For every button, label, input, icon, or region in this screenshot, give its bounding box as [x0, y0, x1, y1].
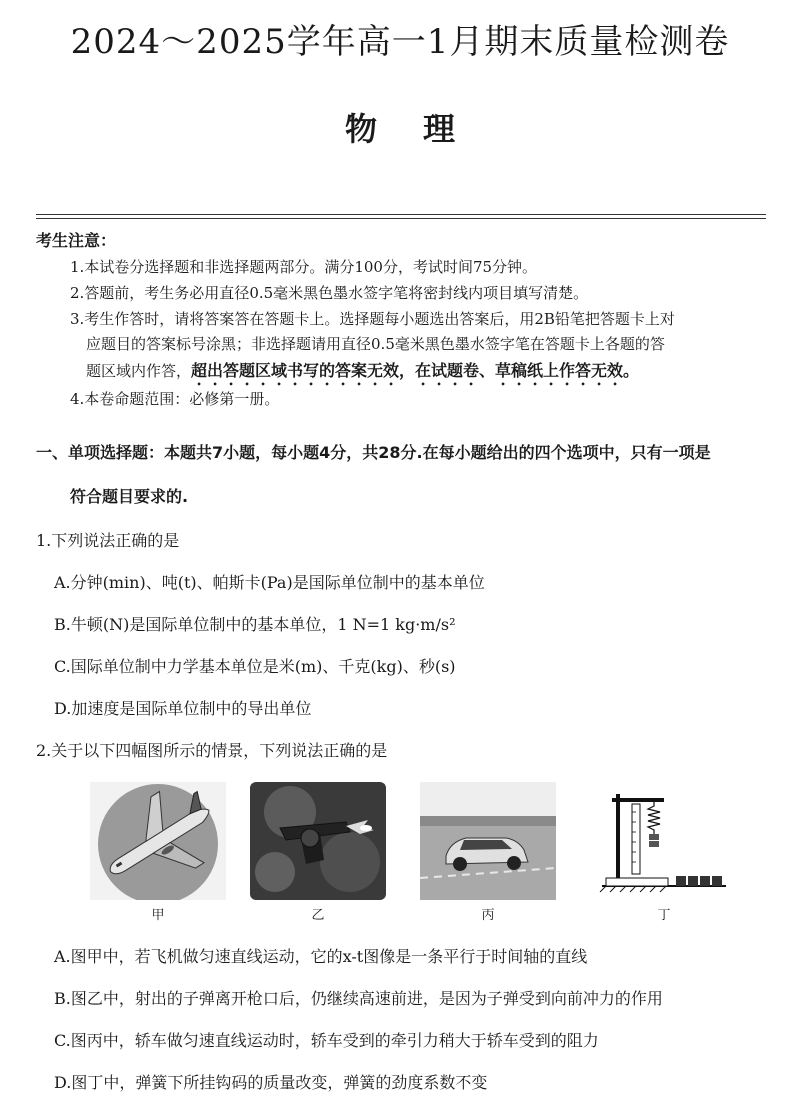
gunshot-illustration — [250, 782, 386, 900]
car-illustration — [420, 782, 556, 900]
notice-heading: 考生注意： — [36, 231, 117, 250]
question-2-stem: 2.关于以下四幅图所示的情景，下列说法正确的是 — [36, 741, 388, 760]
question-1-option-a: A.分钟(min)、吨(t)、帕斯卡(Pa)是国际单位制中的基本单位 — [54, 573, 485, 592]
notice-item-3-tail: 题区域内作答， — [86, 362, 192, 380]
header-divider-top — [36, 214, 766, 215]
notice-item-4: 4.本卷命题范围：必修第一册。 — [70, 390, 280, 408]
figure-label-bing: 丙 — [481, 908, 495, 923]
notice-item-3-cont: 应题目的答案标号涂黑；非选择题请用直径0.5毫米黑色墨水签字笔在答题卡上各题的答 — [86, 335, 665, 353]
question-1-option-b: B.牛顿(N)是国际单位制中的基本单位，1 N=1 kg·m/s² — [54, 615, 456, 634]
question-1-stem: 1.下列说法正确的是 — [36, 531, 180, 550]
question-2-option-a: A.图甲中，若飞机做匀速直线运动，它的x-t图像是一条平行于时间轴的直线 — [54, 947, 588, 966]
section-heading: 一、单项选择题：本题共7小题，每小题4分，共28分.在每小题给出的四个选项中，只有一项是 — [36, 443, 711, 462]
header-divider-bottom — [36, 218, 766, 219]
notice-emphasis: 超出答题区域书写的答案无效，在试题卷、草稿纸上作答无效。 — [191, 361, 640, 380]
notice-item-1: 1.本试卷分选择题和非选择题两部分。满分100分，考试时间75分钟。 — [70, 258, 538, 276]
notice-item-2: 2.答题前，考生务必用直径0.5毫米黑色墨水签字笔将密封线内项目填写清楚。 — [70, 284, 589, 302]
figure-label-jia: 甲 — [151, 908, 165, 923]
figure-car — [420, 782, 556, 900]
notice-item-3-end — [86, 358, 639, 389]
section-heading-cont: 符合题目要求的. — [70, 487, 189, 506]
figure-label-ding: 丁 — [657, 908, 671, 923]
question-2-option-d: D.图丁中，弹簧下所挂钩码的质量改变，弹簧的劲度系数不变 — [54, 1073, 488, 1092]
exam-title: 2024～2025学年高一1月期末质量检测卷 — [70, 22, 730, 62]
figure-airplane — [90, 782, 226, 900]
question-2-option-c: C.图丙中，轿车做匀速直线运动时，轿车受到的牵引力稍大于轿车受到的阻力 — [54, 1031, 599, 1050]
figure-label-yi: 乙 — [311, 908, 325, 923]
subject-title: 物理 — [344, 110, 501, 148]
airplane-illustration — [90, 782, 226, 900]
figure-spring-stand — [596, 782, 732, 900]
notice-item-3: 3.考生作答时，请将答案答在答题卡上。选择题每小题选出答案后，用2B铅笔把答题卡上对 — [70, 310, 675, 328]
figure-gunshot — [250, 782, 386, 900]
question-2-option-b: B.图乙中，射出的子弹离开枪口后，仍继续高速前进，是因为子弹受到向前冲力的作用 — [54, 989, 663, 1008]
spring-stand-illustration — [596, 782, 732, 900]
question-1-option-c: C.国际单位制中力学基本单位是米(m)、千克(kg)、秒(s) — [54, 657, 456, 676]
question-1-option-d: D.加速度是国际单位制中的导出单位 — [54, 699, 312, 718]
